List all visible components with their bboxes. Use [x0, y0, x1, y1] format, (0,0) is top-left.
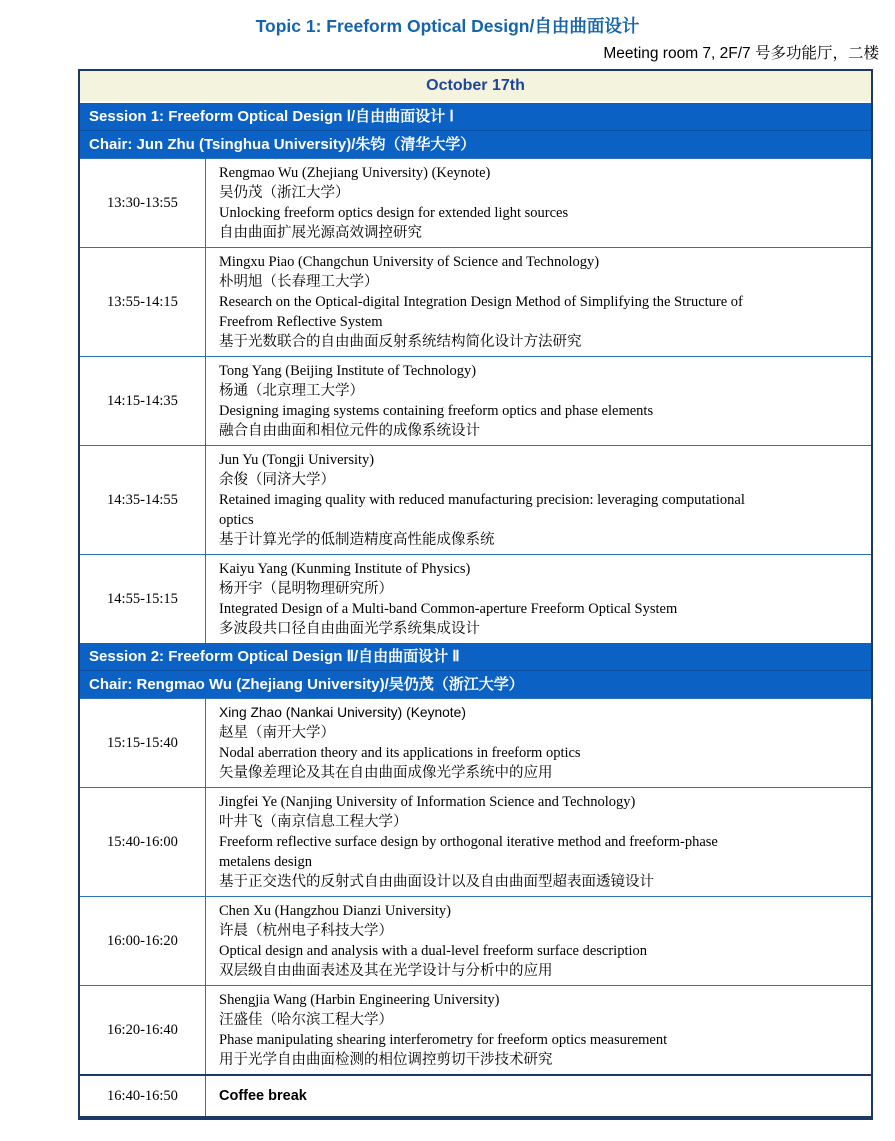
session-title-band: Session 2: Freeform Optical Design Ⅱ/自由曲面设计 Ⅱ: [80, 643, 871, 670]
talk-content: [206, 555, 871, 643]
talk-time: 13:30-13:55: [80, 159, 206, 247]
talk-line: 杨开宇（昆明物理研究所）: [219, 581, 393, 597]
talk-line: 基于光数联合的自由曲面反射系统结构简化设计方法研究: [219, 334, 582, 350]
talk-time: 16:20-16:40: [80, 986, 206, 1074]
talk-line: Retained imaging quality with reduced manufacturing precision: leveraging computational: [219, 492, 745, 508]
talk-content: [206, 986, 871, 1074]
talk-line: metalens design: [219, 854, 313, 870]
talk-row: [80, 787, 871, 896]
talk-line: 矢量像差理论及其在自由曲面成像光学系统中的应用: [219, 765, 553, 781]
coffee-break-label: Coffee break: [219, 1088, 307, 1104]
talk-line: 吴仍茂（浙江大学）: [219, 185, 350, 201]
talk-content: [206, 446, 871, 554]
talk-content: [206, 159, 871, 247]
talk-line: 余俊（同济大学）: [219, 472, 335, 488]
talk-time: 14:35-14:55: [80, 446, 206, 554]
talk-line: Designing imaging systems containing freeform optics and phase elements: [219, 403, 654, 419]
talk-line: Tong Yang (Beijing Institute of Technology): [219, 363, 477, 379]
talk-line: Freefrom Reflective System: [219, 314, 383, 330]
talk-line: 用于光学自由曲面检测的相位调控剪切干涉技术研究: [219, 1052, 553, 1068]
sessions-container: [80, 103, 871, 1074]
talk-time: 15:15-15:40: [80, 699, 206, 787]
talk-line: 叶井飞（南京信息工程大学）: [219, 814, 408, 830]
talk-row: [80, 698, 871, 787]
talk-time: 14:15-14:35: [80, 357, 206, 445]
talk-line: optics: [219, 512, 254, 528]
meeting-room-label: Meeting room 7, 2F/7 号多功能厅，二楼: [603, 45, 879, 62]
talk-content: [206, 248, 871, 356]
talk-line: Xing Zhao (Nankai University) (Keynote): [219, 705, 466, 720]
talk-line: Jingfei Ye (Nanjing University of Information Science and Technology): [219, 794, 636, 810]
talk-time: 13:55-14:15: [80, 248, 206, 356]
talk-content: [206, 788, 871, 896]
session-chair-band: Chair: Rengmao Wu (Zhejiang University)/吴仍茂（浙江大学）: [80, 670, 871, 698]
talk-time: 14:55-15:15: [80, 555, 206, 643]
session-chair-band: Chair: Jun Zhu (Tsinghua University)/朱钧（清华大学）: [80, 130, 871, 158]
talk-line: Chen Xu (Hangzhou Dianzi University): [219, 903, 451, 919]
talk-row: [80, 554, 871, 643]
talk-time: 16:00-16:20: [80, 897, 206, 985]
talk-line: Jun Yu (Tongji University): [219, 452, 375, 468]
talk-row: [80, 356, 871, 445]
schedule-table: [78, 69, 873, 1120]
talk-line: 杨通（北京理工大学）: [219, 383, 364, 399]
talk-row: [80, 445, 871, 554]
talk-line: Nodal aberration theory and its applications in freeform optics: [219, 745, 581, 761]
talk-line: 融合自由曲面和相位元件的成像系统设计: [219, 423, 480, 439]
talk-content: [206, 357, 871, 445]
talk-content: [206, 897, 871, 985]
talk-line: 赵星（南开大学）: [219, 725, 335, 741]
talk-row: [80, 247, 871, 356]
talk-line: Unlocking freeform optics design for extended light sources: [219, 205, 569, 221]
talk-content: [206, 699, 871, 787]
talk-line: 基于正交迭代的反射式自由曲面设计以及自由曲面型超表面透镜设计: [219, 874, 654, 890]
coffee-break-row: [80, 1074, 871, 1116]
talk-line: Optical design and analysis with a dual-level freeform surface description: [219, 943, 647, 959]
talk-line: 朴明旭（长春理工大学）: [219, 274, 379, 290]
talk-row: [80, 896, 871, 985]
talk-line: 自由曲面扩展光源高效调控研究: [219, 225, 422, 241]
talk-row: [80, 158, 871, 247]
talk-line: Phase manipulating shearing interferometry for freeform optics measurement: [219, 1032, 668, 1048]
talk-time: 15:40-16:00: [80, 788, 206, 896]
talk-line: Mingxu Piao (Changchun University of Science and Technology): [219, 254, 600, 270]
talk-line: Research on the Optical-digital Integration Design Method of Simplifying the Structure of: [219, 294, 743, 310]
talk-line: Freeform reflective surface design by orthogonal iterative method and freeform-phase: [219, 834, 718, 850]
page-title: Topic 1: Freeform Optical Design/自由曲面设计: [255, 16, 640, 36]
talk-line: 双层级自由曲面表述及其在光学设计与分析中的应用: [219, 963, 553, 979]
talk-line: Shengjia Wang (Harbin Engineering University): [219, 992, 500, 1008]
talk-line: 多波段共口径自由曲面光学系统集成设计: [219, 621, 480, 637]
talk-line: Integrated Design of a Multi-band Common-aperture Freeform Optical System: [219, 601, 678, 617]
date-header: October 17th: [80, 71, 871, 103]
talk-line: Kaiyu Yang (Kunming Institute of Physics): [219, 561, 471, 577]
talk-row: [80, 985, 871, 1074]
talk-line: 基于计算光学的低制造精度高性能成像系统: [219, 532, 495, 548]
talk-line: 汪盛佳（哈尔滨工程大学）: [219, 1012, 393, 1028]
talk-line: 许晨（杭州电子科技大学）: [219, 923, 393, 939]
talk-time: 16:40-16:50: [80, 1076, 206, 1116]
session-title-band: Session 1: Freeform Optical Design Ⅰ/自由曲面设计 Ⅰ: [80, 103, 871, 130]
talk-line: Rengmao Wu (Zhejiang University) (Keynote): [219, 165, 491, 181]
